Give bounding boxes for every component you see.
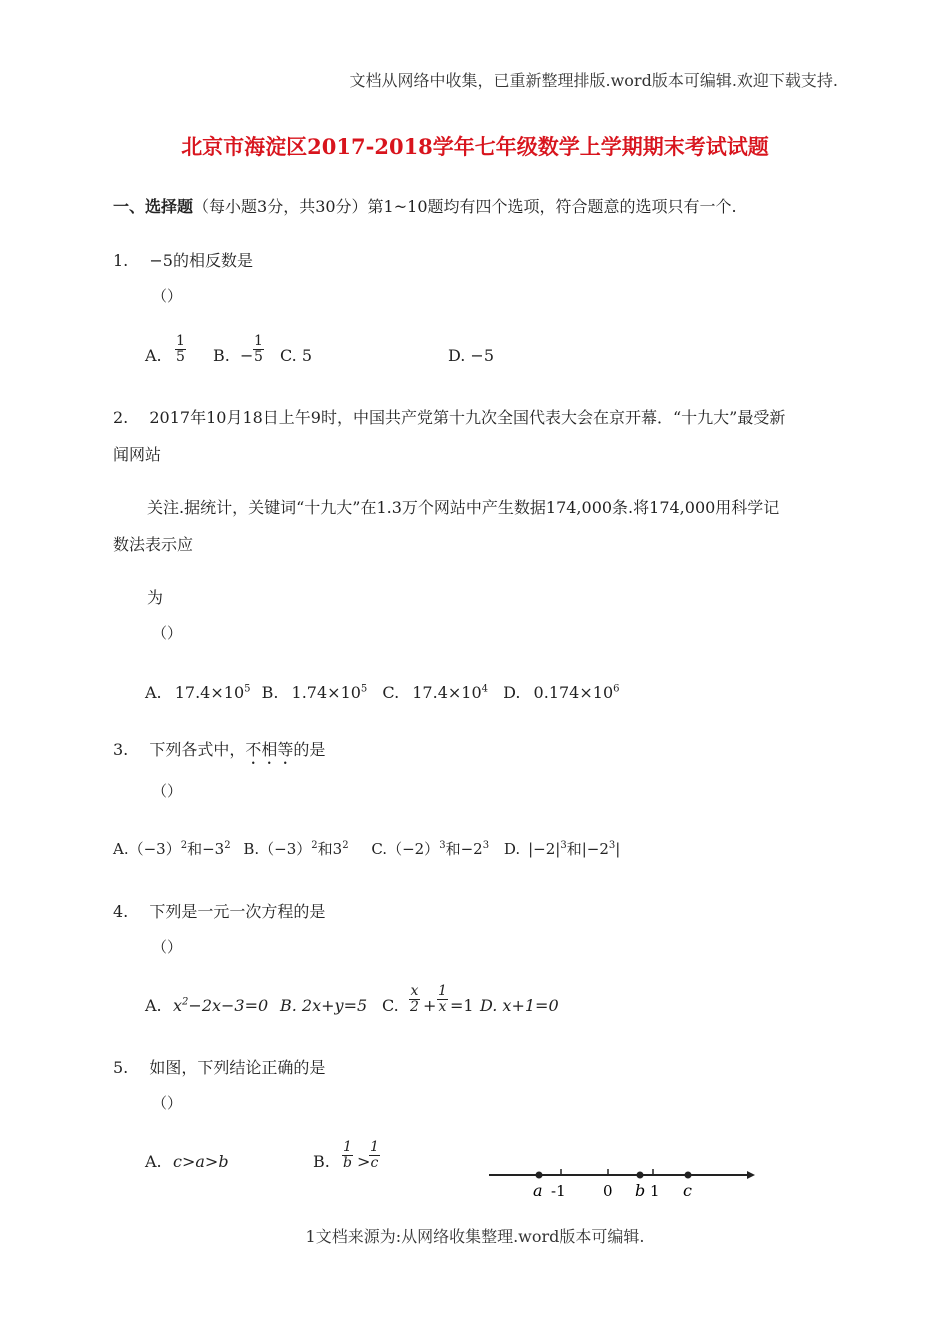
exponent: 2 xyxy=(311,840,318,851)
option-a-text: A.（−3） xyxy=(113,840,181,858)
option-a xyxy=(113,840,231,858)
question-stem: 下列是一元一次方程的是 xyxy=(149,902,326,921)
numerator: 1 xyxy=(254,333,263,349)
question-stem-post: 的是 xyxy=(293,740,326,759)
option-a-label: A. xyxy=(145,346,162,365)
answer-paren: （） xyxy=(152,938,183,956)
label-b: b xyxy=(635,1181,646,1200)
exponent: 5 xyxy=(244,683,251,695)
option-c-value xyxy=(412,683,488,702)
exponent: 2 xyxy=(224,840,231,851)
question-1 xyxy=(113,248,253,271)
question-5 xyxy=(113,1055,325,1078)
exponent: 3 xyxy=(482,840,490,851)
option-c-fraction1 xyxy=(409,984,420,1014)
header-note: 文档从网络中收集，已重新整理排版.word版本可编辑.欢迎下载支持. xyxy=(349,71,838,90)
base: 1.74×10 xyxy=(291,683,361,702)
point-b xyxy=(637,1172,644,1179)
greater-than: > xyxy=(357,1152,371,1171)
denominator: c xyxy=(370,1154,379,1171)
option-d: D. −5 xyxy=(448,346,495,365)
denominator: x xyxy=(438,998,447,1015)
footer-note: 1文档来源为:从网络收集整理.word版本可编辑. xyxy=(305,1227,645,1246)
point-a xyxy=(536,1172,543,1179)
option-a-label: A. xyxy=(145,996,162,1015)
option-d xyxy=(504,840,621,858)
rest: −2x−3=0 xyxy=(188,996,269,1015)
answer-paren: （） xyxy=(152,624,183,642)
option-a-label: A. xyxy=(145,683,162,702)
option-a-mid: 和−3 xyxy=(187,840,225,858)
option-b-value xyxy=(292,683,368,702)
denominator: 5 xyxy=(176,348,185,365)
q2-options xyxy=(145,683,620,702)
option-b-fraction xyxy=(253,334,264,364)
answer-paren: （） xyxy=(152,782,183,800)
exponent: 6 xyxy=(613,683,620,695)
question-stem-emphasis: 不相等 xyxy=(245,740,294,759)
label-zero: 0 xyxy=(603,1182,613,1200)
option-c: C. 5 xyxy=(280,346,313,365)
option-c-fraction2 xyxy=(437,984,448,1014)
question-stem: −5的相反数是 xyxy=(149,251,253,270)
question-stem: 如图，下列结论正确的是 xyxy=(149,1058,326,1077)
section-heading xyxy=(113,194,737,217)
answer-paren: （） xyxy=(152,1094,183,1112)
q5-options xyxy=(145,1140,395,1186)
option-b-sign: − xyxy=(240,346,254,365)
base: 0.174×10 xyxy=(533,683,614,702)
question-number: 1. xyxy=(113,251,129,270)
section-title: 一、选择题 xyxy=(113,197,194,216)
plus: + xyxy=(423,996,437,1015)
section-instruction: （每小题3分，共30分）第1~10题均有四个选项，符合题意的选项只有一个. xyxy=(193,197,737,216)
exponent: 4 xyxy=(481,683,489,695)
exponent: 2 xyxy=(180,840,188,851)
option-d-end: | xyxy=(615,840,621,858)
option-a-expr xyxy=(173,996,268,1015)
option-d-label: D. xyxy=(503,840,521,858)
label-c: c xyxy=(683,1181,692,1200)
question-2 xyxy=(113,405,785,428)
option-c-label: C. xyxy=(382,996,399,1015)
denominator: b xyxy=(343,1154,352,1171)
option-a-value xyxy=(175,683,251,702)
var: x xyxy=(173,996,183,1015)
base: 17.4×10 xyxy=(412,683,482,702)
exponent: 3 xyxy=(560,840,567,851)
denominator: 2 xyxy=(410,998,419,1015)
option-b-label: B. xyxy=(313,1152,330,1171)
option-b: B. 2x+y=5 xyxy=(280,996,368,1015)
numerator: 1 xyxy=(343,1139,352,1155)
option-b-label: B. xyxy=(261,683,279,702)
option-b-label: B. xyxy=(213,346,230,365)
exponent: 3 xyxy=(439,840,446,851)
option-c-text: C.（−2） xyxy=(371,840,440,858)
exponent: 2 xyxy=(342,840,349,851)
base: 17.4×10 xyxy=(174,683,245,702)
numerator: 1 xyxy=(438,983,447,999)
option-b-text: B.（−3） xyxy=(243,840,312,858)
arrow-head-icon xyxy=(747,1171,755,1179)
option-d-label: D. xyxy=(503,683,521,702)
question-4 xyxy=(113,899,325,922)
question-line: 闻网站 xyxy=(113,445,162,464)
question-line: 关注.据统计，关键词“十九大”在1.3万个网站中产生数据174,000条.将174,000用科学记 xyxy=(147,498,780,517)
question-number: 3. xyxy=(113,740,129,759)
label-a: a xyxy=(533,1181,543,1200)
option-b xyxy=(243,840,348,858)
answer-paren: （） xyxy=(152,287,183,305)
option-a-label: A. xyxy=(145,1152,162,1171)
question-number: 5. xyxy=(113,1058,129,1077)
option-c-label: C. xyxy=(382,683,400,702)
exponent: 2 xyxy=(182,996,189,1008)
equals: =1 xyxy=(450,996,474,1015)
option-d-expr2: |−2 xyxy=(581,840,609,858)
question-number: 2. xyxy=(113,408,129,427)
denominator: 5 xyxy=(254,348,263,365)
question-stem-pre: 下列各式中， xyxy=(149,740,246,759)
numerator: x xyxy=(410,983,419,999)
number-line-figure xyxy=(485,1160,755,1204)
exponent: 3 xyxy=(608,840,616,851)
option-b-mid: 和3 xyxy=(317,840,343,858)
numerator: 1 xyxy=(176,333,185,349)
option-c xyxy=(371,840,489,858)
option-d-value xyxy=(534,683,620,702)
option-b-fraction2 xyxy=(369,1140,380,1170)
q4-options xyxy=(145,984,625,1030)
q3-options xyxy=(113,838,620,859)
option-a-expr: c>a>b xyxy=(173,1152,229,1171)
question-number: 4. xyxy=(113,902,129,921)
option-a-fraction xyxy=(175,334,186,364)
exponent: 5 xyxy=(360,683,368,695)
question-line: 2017年10月18日上午9时，中国共产党第十九次全国代表大会在京开幕．“十九大”最受新 xyxy=(149,408,786,427)
point-c xyxy=(685,1172,692,1179)
numerator: 1 xyxy=(370,1139,379,1155)
option-d-expr1: |−2| xyxy=(528,840,561,858)
label-neg-one: -1 xyxy=(551,1182,566,1200)
option-c-mid: 和−2 xyxy=(445,840,483,858)
option-b-fraction1 xyxy=(342,1140,353,1170)
page-title: 北京市海淀区2017-2018学年七年级数学上学期期末考试试题 xyxy=(181,134,769,159)
question-3 xyxy=(113,737,325,768)
option-d: D. x+1=0 xyxy=(480,996,559,1015)
label-one: 1 xyxy=(650,1182,660,1200)
option-d-mid: 和 xyxy=(566,840,582,858)
question-line: 为 xyxy=(147,588,164,607)
question-line: 数法表示应 xyxy=(113,535,194,554)
